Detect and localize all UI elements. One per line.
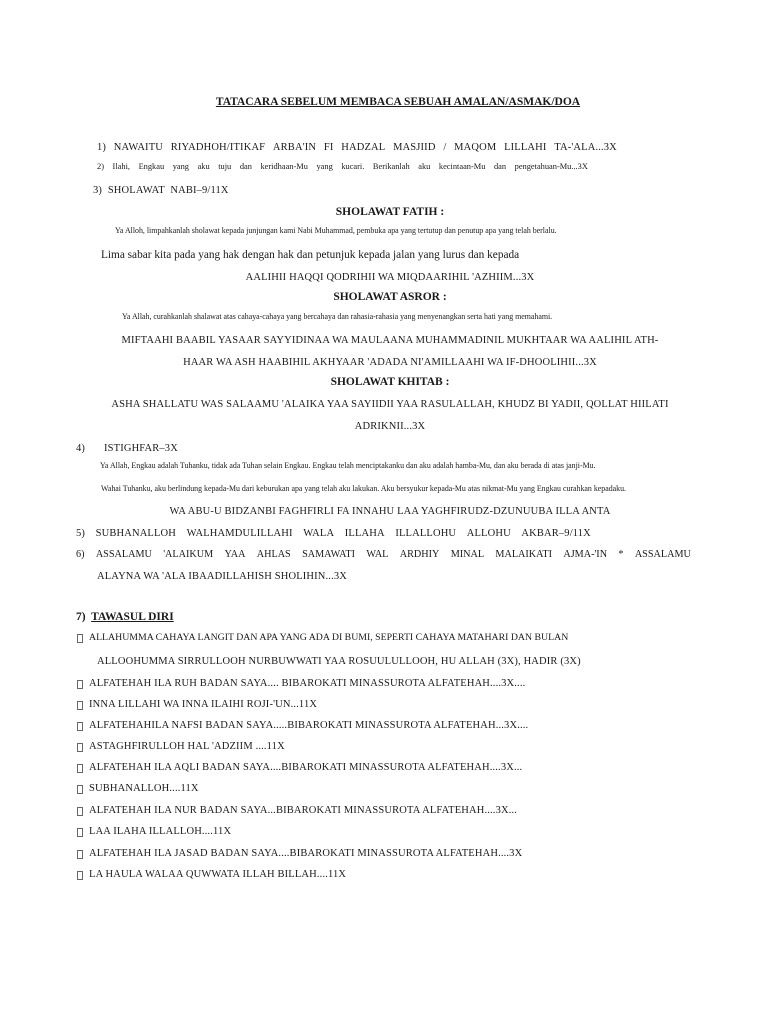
word: MASJIID: [393, 142, 436, 153]
tawasul-item-text: ALFATEHAH ILA RUH BADAN SAYA.... BIBAROKATI MINASSUROTA ALFATEHAH....3X....: [89, 678, 526, 689]
step-1-text: [97, 141, 617, 155]
tawasul-item-text: ALFATEHAHILA NAFSI BADAN SAYA.....BIBAROKATI MINASSUROTA ALFATEHAH...3X....: [89, 720, 529, 731]
tawasul-item-text: ALFATEHAH ILA NUR BADAN SAYA...BIBAROKATI MINASSUROTA ALFATEHAH....3X...: [89, 805, 518, 816]
istighfar-arabic: WA ABU-U BIDZANBI FAGHFIRLI FA INNAHU LAA YAGHFIRUDZ-DZUNUUBA ILLA ANTA: [169, 506, 611, 517]
word: Ilahi,: [112, 162, 130, 171]
document-title: TATACARA SEBELUM MEMBACA SEBUAH AMALAN/ASMAK/DOA: [215, 96, 581, 108]
step-4-label: ISTIGHFAR–3X: [104, 443, 178, 454]
word: RIYADHOH/ITIKAF: [170, 142, 266, 153]
word: keridhaan-Mu: [260, 162, 308, 171]
bullet-glyph-icon: [77, 764, 83, 773]
bullet-glyph-icon: [77, 871, 83, 880]
word: aku: [197, 162, 210, 171]
bullet-glyph-icon: [77, 850, 83, 859]
word: TA-'ALA...3X: [554, 142, 617, 153]
word: dan: [493, 162, 507, 171]
asror-translation: Ya Allah, curahkanlah shalawat atas cahaya-cahaya yang bercahaya dan rahasia-rahasia yang menyenangkan serta hati yang memahami.: [122, 312, 553, 321]
word: 2): [97, 162, 104, 171]
step-4-number: 4): [76, 443, 86, 454]
bullet-glyph-icon: [77, 680, 83, 689]
step-3-text: 3) SHOLAWAT NABI–9/11X: [93, 185, 229, 196]
word: FI: [323, 142, 334, 153]
khitab-line-2: ADRIKNII...3X: [354, 421, 426, 432]
bullet-glyph-icon: [77, 743, 83, 752]
fatih-translation: Ya Alloh, limpahkanlah sholawat kepada junjungan kami Nabi Muhammad, pembuka apa yang tertutup dan penutup apa yang telah berlalu.: [115, 226, 557, 235]
word: 1): [97, 142, 107, 153]
word: ALLOHU: [466, 528, 511, 539]
bullet-glyph-icon: [77, 722, 83, 731]
asror-line-1: MIFTAAHI BAABIL YASAAR SAYYIDINAA WA MAULAANA MUHAMMADINIL MUKHTAAR WA AALIHIL ATH-: [121, 335, 659, 346]
khitab-heading: SHOLAWAT KHITAB :: [330, 376, 450, 388]
tawasul-item-text: LA HAULA WALAA QUWWATA ILLAH BILLAH....11X: [89, 869, 347, 880]
word: pengetahuan-Mu...3X: [514, 162, 588, 171]
word: WAL: [366, 549, 389, 560]
word: Engkau: [138, 162, 165, 171]
bullet-glyph-icon: [77, 785, 83, 794]
bullet-glyph-icon: [77, 807, 83, 816]
word: YAA: [224, 549, 246, 560]
istighfar-translation-2: Wahai Tuhanku, aku berlindung kepada-Mu dari keburukan apa yang telah aku lakukan. Aku bersyukur kepada-Mu atas nikmat-Mu yang Engkau curahkan kepadaku.: [101, 484, 627, 493]
asror-heading: SHOLAWAT ASROR :: [333, 291, 447, 303]
word: ILLALLOHU: [395, 528, 457, 539]
tawasul-item-text: ASTAGHFIRULLOH HAL 'ADZIIM ....11X: [89, 741, 285, 752]
tawasul-heading: TAWASUL DIRI: [91, 611, 174, 623]
tawasul-item-text: ALFATEHAH ILA JASAD BADAN SAYA....BIBAROKATI MINASSUROTA ALFATEHAH....3X: [89, 848, 523, 859]
istighfar-translation-1: Ya Allah, Engkau adalah Tuhanku, tidak ada Tuhan selain Engkau. Engkau telah menciptakanku dan aku adalah hamba-Mu, dan aku berada di atas janji-Mu.: [100, 461, 596, 470]
word: kecintaan-Mu: [438, 162, 486, 171]
word: yang: [316, 162, 333, 171]
word: tuju: [218, 162, 232, 171]
word: MALAIKATI: [495, 549, 553, 560]
word: WALHAMDULILLAHI: [186, 528, 293, 539]
tawasul-item-text: SUBHANALLOH....11X: [89, 783, 199, 794]
word: *: [618, 549, 624, 560]
tawasul-item-text: ALLAHUMMA CAHAYA LANGIT DAN APA YANG ADA DI BUMI, SEPERTI CAHAYA MATAHARI DAN BULAN: [89, 632, 569, 643]
word: SAMAWATI: [302, 549, 356, 560]
fatih-line-1: Lima sabar kita pada yang hak dengan hak dan petunjuk kepada jalan yang lurus dan kepada: [101, 249, 520, 261]
word: ILLAHA: [344, 528, 385, 539]
asror-line-2: HAAR WA ASH HAABIHIL AKHYAAR 'ADADA NI'AMILLAAHI WA IF-DHOOLIHII...3X: [183, 357, 597, 368]
khitab-line-1: ASHA SHALLATU WAS SALAAMU 'ALAIKA YAA SAYIIDII YAA RASULALLAH, KHUDZ BI YADII, QOLLAT HIILATI: [111, 399, 669, 410]
bullet-glyph-icon: [77, 701, 83, 710]
word: LILLAHI: [504, 142, 547, 153]
tawasul-item-text: INNA LILLAHI WA INNA ILAIHI ROJI-'UN...11X: [89, 699, 318, 710]
word: /: [443, 142, 447, 153]
word: dan: [239, 162, 252, 171]
step-5-text: [76, 527, 591, 541]
word: yang: [172, 162, 189, 171]
tawasul-continuation: ALLOOHUMMA SIRRULLOOH NURBUWWATI YAA ROSUULULLOOH, HU ALLAH (3X), HADIR (3X): [97, 656, 581, 667]
word: ARBA'IN: [272, 142, 317, 153]
word: AKBAR–9/11X: [521, 528, 591, 539]
word: ASSALAMU: [634, 549, 691, 560]
word: Berikanlah: [372, 162, 410, 171]
word: 5): [76, 528, 86, 539]
step-2-text: [97, 162, 588, 173]
bullet-glyph-icon: [77, 634, 83, 643]
word: aku: [418, 162, 431, 171]
step-6-line-2: ALAYNA WA 'ALA IBAADILLAHISH SHOLIHIN...3X: [97, 571, 347, 582]
bullet-glyph-icon: [77, 828, 83, 837]
fatih-heading: SHOLAWAT FATIH :: [335, 206, 445, 218]
word: HADZAL: [341, 142, 386, 153]
step-7-number: 7): [76, 611, 86, 623]
fatih-line-2: AALIHII HAQQI QODRIHII WA MIQDAARIHIL 'AZHIIM...3X: [245, 272, 535, 283]
step-7-heading: [76, 610, 174, 625]
step-6-line-1: [76, 548, 691, 561]
tawasul-item-text: ALFATEHAH ILA AQLI BADAN SAYA....BIBAROKATI MINASSUROTA ALFATEHAH....3X...: [89, 762, 523, 773]
word: kucari.: [341, 162, 365, 171]
word: 'ALAIKUM: [163, 549, 214, 560]
word: MINAL: [450, 549, 485, 560]
word: ARDHIY: [399, 549, 440, 560]
word: MAQOM: [454, 142, 497, 153]
word: NAWAITU: [113, 142, 163, 153]
word: ASSALAMU: [95, 549, 152, 560]
word: AJMA-'IN: [563, 549, 608, 560]
word: 6): [76, 549, 85, 560]
tawasul-item-text: LAA ILAHA ILLALLOH....11X: [89, 826, 232, 837]
word: WALA: [303, 528, 335, 539]
word: SUBHANALLOH: [95, 528, 177, 539]
word: AHLAS: [256, 549, 291, 560]
